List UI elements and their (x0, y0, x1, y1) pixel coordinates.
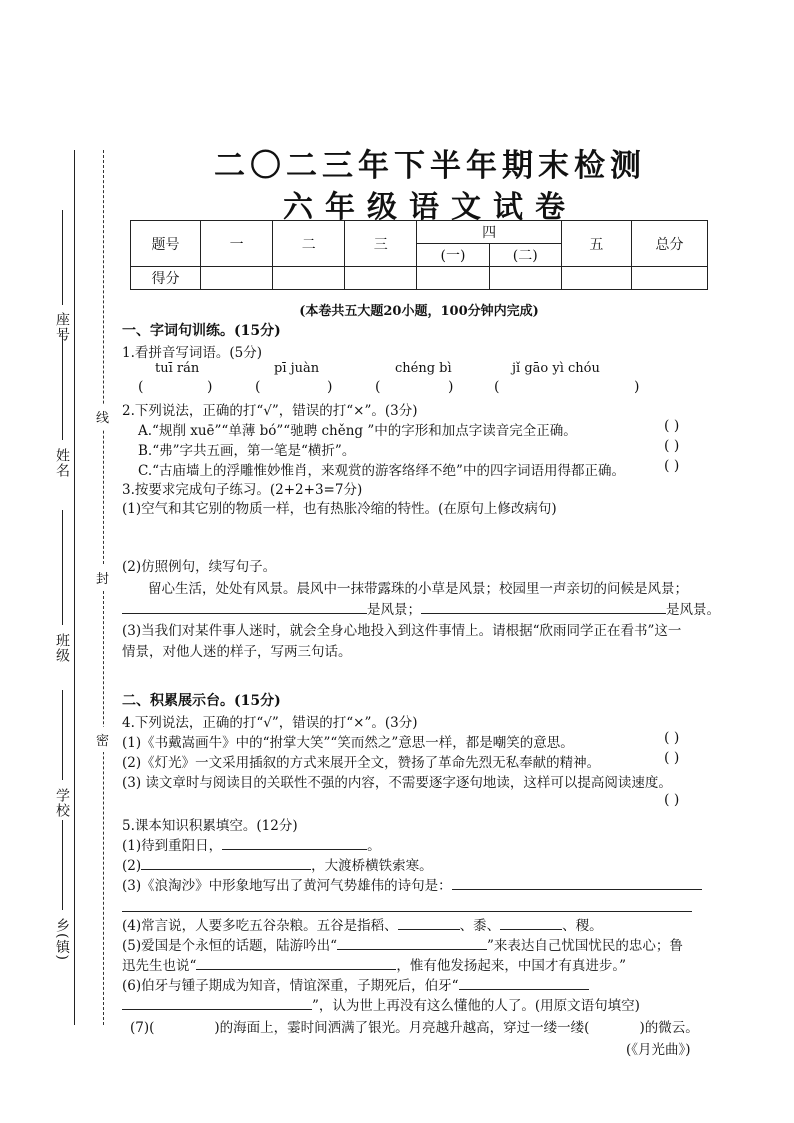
q5-5b-blank[interactable] (196, 955, 396, 970)
q5-3-blank-2[interactable] (122, 897, 692, 912)
pinyin-1: tuī rán (155, 361, 200, 376)
q5-2-suffix: ，大渡桥横铁索寒。 (311, 858, 433, 874)
section-2-heading: 二、积累展示台。(15分) (122, 693, 281, 709)
town-label: 乡(镇) (54, 918, 70, 961)
q1-prompt: 1.看拼音写词语。(5分) (122, 345, 263, 361)
q5-2-prefix: (2) (122, 858, 142, 874)
q5-4-blank-2[interactable] (500, 915, 562, 930)
answer-box-4-close[interactable]: ) (634, 379, 640, 395)
q5-4-text-c: 、稷。 (562, 918, 603, 934)
q5-5a-prefix: (5)爱国是个永恒的话题，陆游吟出“ (122, 938, 338, 954)
q4-3-text: (3) 读文章时与阅读目的关联性不强的内容，不需要逐字逐句地读，这样可以提高阅读速度。 (122, 775, 672, 791)
q5-7 (130, 1016, 699, 1036)
score-header-5: 五 (561, 221, 631, 267)
score-header-2: 二 (273, 221, 345, 267)
q2a-answer[interactable]: ( ) (664, 418, 680, 434)
q3-2-example: 留心生活，处处有风景。晨风中一抹带露珠的小草是风景；校园里一声亲切的问候是风景； (148, 581, 688, 597)
q3-prompt: 3.按要求完成句子练习。(2+2+3=7分) (122, 482, 363, 498)
score-table (130, 220, 708, 290)
q4-prompt: 4.下列说法，正确的打“√”，错误的打“×”。(3分) (122, 715, 418, 731)
q5-1-blank[interactable] (222, 835, 367, 850)
binding-border-line (74, 150, 75, 1025)
score-header-total: 总分 (631, 221, 707, 267)
seat-underline (62, 210, 63, 305)
q5-1-suffix: 。 (367, 838, 381, 854)
section-1-heading: 一、字词句训练。(15分) (122, 323, 281, 339)
q2c-answer[interactable]: ( ) (664, 458, 680, 474)
q3-2-text: (2)仿照例句，续写句子。 (122, 559, 277, 575)
answer-box-2-close[interactable]: ) (327, 379, 333, 395)
q5-7-text-c: )的微云。 (639, 1020, 699, 1036)
score-cell[interactable] (489, 267, 561, 290)
exam-title: 二〇二三年下半年期末检测 (214, 148, 646, 184)
school-underline (62, 690, 63, 780)
q3-2-mid-text: 是风景； (367, 602, 421, 618)
q5-7-source: (《月光曲》) (626, 1042, 691, 1058)
q5-5a (122, 934, 683, 954)
q5-4-blank-1[interactable] (398, 915, 460, 930)
q4-2-text: (2)《灯光》一文采用插叙的方式来展开全文，赞扬了革命先烈无私奉献的精神。 (122, 755, 601, 771)
q5-6b (122, 994, 640, 1014)
q5-prompt: 5.课本知识积累填空。(12分) (122, 818, 298, 834)
pinyin-2: pī juàn (274, 361, 320, 376)
q3-2-blanks (122, 598, 720, 618)
q5-6a (122, 974, 589, 994)
exam-note: (本卷共五大题20小题，100分钟内完成) (299, 304, 539, 319)
q3-2-end-text: 是风景。 (666, 602, 720, 618)
q2b-answer[interactable]: ( ) (664, 438, 680, 454)
q5-2-blank[interactable] (141, 855, 311, 870)
score-cell[interactable] (631, 267, 707, 290)
q5-1 (122, 834, 381, 854)
q5-7-text-a: (7)( (130, 1020, 155, 1036)
seal-word-line: 线 (96, 404, 109, 429)
q4-1-text: (1)《书戴嵩画牛》中的“拊掌大笑”“笑而然之”意思一样，都是嘲笑的意思。 (122, 735, 574, 751)
q2-option-c: C.“古庙墙上的浮雕惟妙惟肖，来观赏的游客络绎不绝”中的四字词语用得都正确。 (138, 463, 625, 479)
q5-4 (122, 914, 603, 934)
q5-5b-suffix: ，惟有他发扬起来，中国才有真进步。” (396, 958, 627, 974)
q5-5b-prefix: 迅先生也说“ (122, 958, 197, 974)
q5-6a-blank[interactable] (459, 975, 589, 990)
q3-2-blank-2[interactable] (421, 599, 666, 614)
seat-label: 座号 (54, 312, 70, 342)
class-underline (62, 510, 63, 625)
seal-word-secret: 密 (96, 727, 109, 752)
score-header-3: 三 (345, 221, 417, 267)
class-label: 班级 (54, 633, 70, 663)
q5-1-prefix: (1)待到重阳日， (122, 838, 223, 854)
q4-3-answer[interactable]: ( ) (664, 792, 680, 808)
answer-box-4-open[interactable]: ( (494, 379, 500, 395)
q5-4-text-b: 、黍、 (459, 918, 501, 934)
q5-5a-blank[interactable] (337, 935, 487, 950)
score-header-label: 题号 (131, 221, 201, 267)
q5-6b-text: ”，认为世上再没有这么懂他的人了。(用原文语句填空) (312, 998, 640, 1014)
q4-2-answer[interactable]: ( ) (664, 750, 680, 766)
q3-2-blank-1[interactable] (122, 599, 367, 614)
name-underline (62, 330, 63, 440)
score-cell[interactable] (273, 267, 345, 290)
q3-3-text-cont: 情景，对他人迷的样子，写两三句话。 (122, 644, 352, 660)
score-header-4-1: (一) (417, 244, 489, 267)
pinyin-3: chéng bì (395, 361, 452, 376)
q5-6a-text: (6)伯牙与锺子期成为知音，情谊深重，子期死后，伯牙“ (122, 978, 459, 994)
q5-3-text: (3)《浪淘沙》中形象地写出了黄河气势雄伟的诗句是： (122, 878, 452, 894)
answer-box-1-open[interactable]: ( (138, 379, 144, 395)
answer-box-1-close[interactable]: ) (207, 379, 213, 395)
score-cell[interactable] (417, 267, 489, 290)
q5-2 (122, 854, 433, 874)
score-header-1: 一 (201, 221, 273, 267)
score-row-label: 得分 (131, 267, 201, 290)
q2-prompt: 2.下列说法，正确的打“√”，错误的打“×”。(3分) (122, 403, 418, 419)
q4-1-answer[interactable]: ( ) (664, 730, 680, 746)
q5-4-text-a: (4)常言说，人要多吃五谷杂粮。五谷是指稻、 (122, 918, 398, 934)
answer-box-3-open[interactable]: ( (375, 379, 381, 395)
q3-3-text: (3)当我们对某件事人迷时，就会全身心地投入到这件事情上。请根据“欣雨同学正在看书”这一 (122, 623, 682, 639)
q5-5a-suffix: ”来表达自己忧国忧民的忠心；鲁 (487, 938, 683, 954)
q2-option-b: B.“弗”字共五画，第一笔是“横折”。 (138, 443, 356, 459)
name-label: 姓名 (54, 448, 70, 478)
q3-1-text: (1)空气和其它别的物质一样，也有热胀冷缩的特性。(在原句上修改病句) (122, 501, 557, 517)
score-cell[interactable] (345, 267, 417, 290)
q2-option-a: A.“规削 xuē”“单薄 bó”“驰聘 chěng ”中的字形和加点字读音完全正确。 (138, 423, 577, 439)
score-header-4: 四 (417, 221, 562, 244)
school-label: 学校 (54, 788, 70, 818)
score-header-4-2: (二) (489, 244, 561, 267)
answer-box-2-open[interactable]: ( (255, 379, 261, 395)
pinyin-4: jǐ gāo yì chóu (512, 361, 600, 376)
q5-5b (122, 954, 626, 974)
q5-3 (122, 874, 702, 894)
exam-subtitle: 六年级语文试卷 (283, 190, 577, 225)
town-underline (62, 820, 63, 910)
score-cell[interactable] (561, 267, 631, 290)
answer-box-3-close[interactable]: ) (448, 379, 454, 395)
q5-3-blank[interactable] (452, 875, 702, 890)
seal-word-seal: 封 (96, 565, 109, 590)
q5-6b-blank[interactable] (122, 995, 312, 1010)
q5-7-text-b: )的海面上，霎时间洒满了银光。月亮越升越高，穿过一缕一缕( (214, 1020, 590, 1036)
score-cell[interactable] (201, 267, 273, 290)
